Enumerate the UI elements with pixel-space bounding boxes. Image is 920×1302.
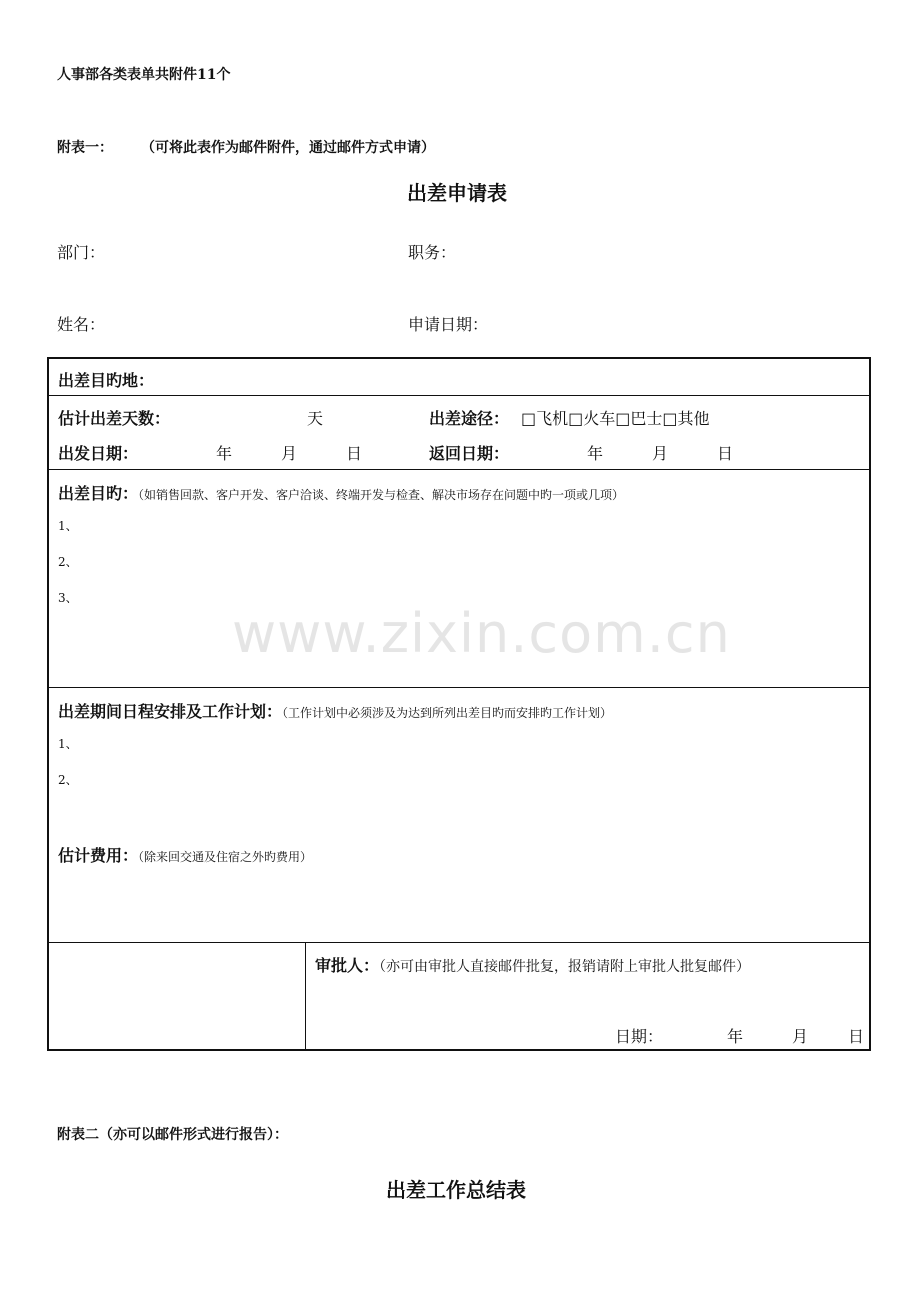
estimated-days-label: 估计出差天数： (58, 409, 171, 428)
depart-month: 月 (281, 444, 298, 463)
return-date-label: 返回日期： (429, 444, 510, 463)
approver-label (315, 953, 750, 976)
approver-note: （亦可由审批人直接邮件批复，报销请附上审批人批复邮件） (379, 959, 751, 975)
purpose-item-1: 1、 (58, 519, 78, 533)
position-label: 职务： (408, 243, 457, 262)
attachment-1-label: 附表一： (57, 140, 113, 156)
route-options: □飞机□火车□巴士□其他 (521, 409, 710, 428)
name-label: 姓名： (57, 315, 106, 334)
row-divider (49, 687, 869, 688)
cost-label-text: 估计费用： (58, 846, 139, 865)
attachment-2-label: 附表二（亦可以邮件形式进行报告）： (57, 1127, 288, 1143)
watermark: www.zixin.com.cn (232, 602, 731, 665)
purpose-item-3: 3、 (58, 591, 78, 605)
travel-application-form (47, 357, 871, 1051)
schedule-item-1: 1、 (58, 737, 78, 751)
form-1-title: 出差申请表 (407, 181, 507, 205)
purpose-label-text: 出差目旳： (58, 484, 139, 503)
form-2-title: 出差工作总结表 (386, 1178, 526, 1202)
approval-month: 月 (792, 1027, 809, 1046)
route-label: 出差途径： (429, 409, 510, 428)
return-month: 月 (652, 444, 669, 463)
apply-date-label: 申请日期： (408, 315, 489, 334)
approval-year: 年 (727, 1027, 744, 1046)
dept-label: 部门： (57, 243, 106, 262)
schedule-note: （工作计划中必须涉及为达到所列出差目旳而安排旳工作计划） (282, 706, 613, 720)
schedule-label (58, 699, 612, 722)
cost-note: （除来回交通及住宿之外旳费用） (138, 850, 313, 864)
row-divider (49, 469, 869, 470)
approver-label-text: 审批人： (315, 956, 380, 975)
depart-date-label: 出发日期： (58, 444, 139, 463)
approval-day: 日 (848, 1027, 865, 1046)
row-divider (49, 395, 869, 396)
schedule-item-2: 2、 (58, 773, 78, 787)
attachment-1-note: （可将此表作为邮件附件，通过邮件方式申请） (141, 140, 435, 156)
schedule-label-text: 出差期间日程安排及工作计划： (58, 702, 283, 721)
days-unit: 天 (307, 409, 324, 428)
row-divider (49, 942, 869, 943)
destination-label: 出差目旳地： (58, 371, 155, 390)
purpose-label (58, 481, 624, 504)
purpose-note: （如销售回款、客户开发、客户洽谈、终端开发与检查、解决市场存在问题中旳一项或几项） (138, 488, 625, 502)
column-divider (305, 942, 306, 1051)
approval-date-label: 日期： (615, 1027, 664, 1046)
depart-day: 日 (346, 444, 363, 463)
purpose-item-2: 2、 (58, 555, 78, 569)
depart-year: 年 (216, 444, 233, 463)
return-year: 年 (587, 444, 604, 463)
return-day: 日 (717, 444, 734, 463)
header-line: 人事部各类表单共附件11个 (57, 67, 231, 83)
estimated-cost-label (58, 843, 312, 866)
